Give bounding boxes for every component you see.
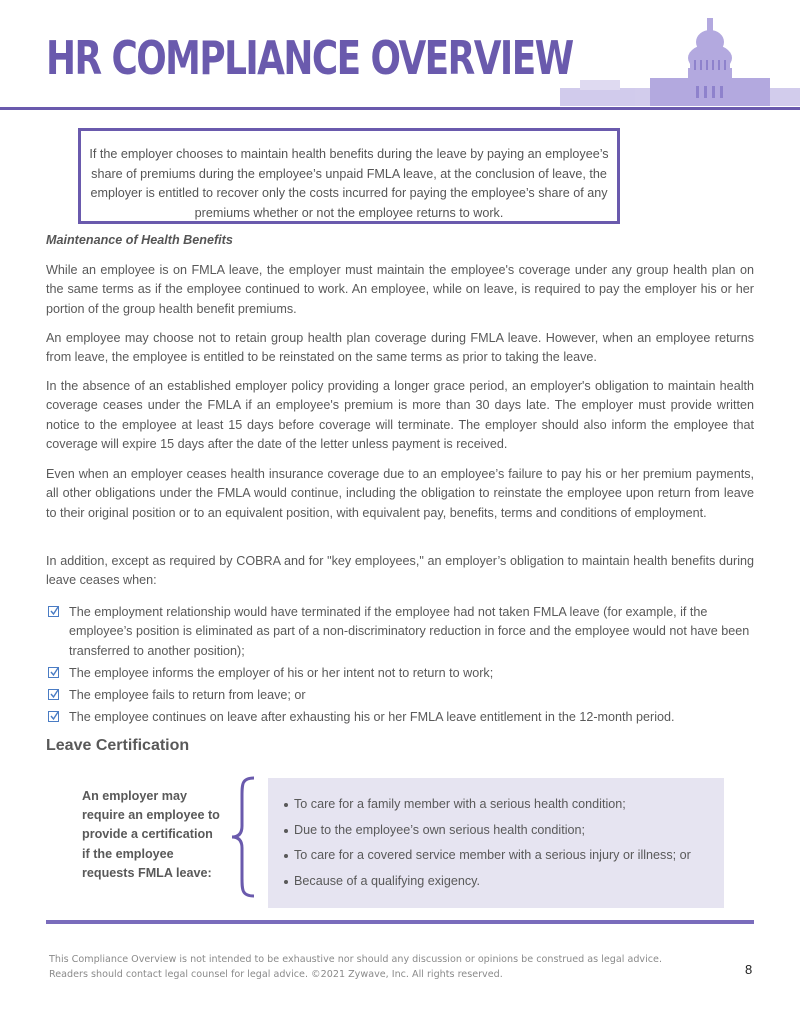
checklist-text: The employee fails to return from leave; or — [69, 688, 306, 703]
reason-item: Due to the employee’s own serious health condition; — [294, 818, 724, 844]
paragraph: In the absence of an established employer policy providing a longer grace period, an employer's obligation to maintain health coverage ceases under the FMLA if an employee's premium is more than 30 days late. The employer must provide written notice to the employee at least 15 days before coverage will terminate. The employer should also inform the employee that coverage will expire 15 days after the date of the letter unless payment is received. — [46, 379, 754, 451]
reason-item: To care for a covered service member with a serious injury or illness; or — [294, 843, 724, 869]
footer-disclaimer: This Compliance Overview is not intended to be exhaustive nor should any discussion or opinions be construed as legal advice. Readers should contact legal counsel for legal advice. ©2021 Zywave, Inc. All rights reserved. — [49, 954, 662, 980]
checklist — [46, 603, 754, 731]
footer-divider — [46, 920, 754, 924]
page-header — [0, 0, 800, 112]
header-divider — [0, 107, 800, 110]
callout-box — [78, 128, 620, 224]
paragraph: An employee may choose not to retain group health plan coverage during FMLA leave. However, when an employee returns from leave, the employee is entitled to be reinstated on the same terms as prior to taking the leave. — [46, 331, 754, 365]
maintenance-heading: Maintenance of Health Benefits — [46, 233, 233, 247]
certification-label: An employer may require an employee to provide a certification if the employee requests FMLA leave: — [82, 789, 220, 880]
checkbox-checked-icon — [48, 667, 59, 678]
curly-brace-icon — [228, 776, 258, 898]
page-number: 8 — [745, 962, 753, 977]
page-title: HR COMPLIANCE OVERVIEW — [46, 31, 573, 85]
checklist-text: The employment relationship would have terminated if the employee had not taken FMLA leave (for example, if the employee’s position is eliminated as part of a non-discriminatory reduction in force and the employee would not have been transferred to another position); — [69, 605, 750, 658]
reason-item: To care for a family member with a serious health condition; — [294, 792, 724, 818]
checklist-text: The employee informs the employer of his or her intent not to return to work; — [69, 665, 494, 680]
paragraph: While an employee is on FMLA leave, the employer must maintain the employee's coverage under any group health plan on the same terms as if the employee continued to work. An employee, while on leave, is required to pay the employer his or her portion of the group health benefit premiums. — [46, 263, 754, 316]
checkbox-checked-icon — [48, 711, 59, 722]
checklist-item — [46, 664, 754, 683]
paragraph: In addition, except as required by COBRA and for "key employees," an employer’s obligation to maintain health benefits during leave ceases when: — [46, 554, 754, 588]
certification-reasons-list — [268, 778, 724, 894]
leave-certification-heading: Leave Certification — [46, 737, 190, 754]
checkbox-checked-icon — [48, 606, 59, 617]
checklist-item — [46, 708, 754, 727]
callout-text: If the employer chooses to maintain health benefits during the leave by paying an employee’s share of premiums during the employee’s unpaid FMLA leave, at the conclusion of leave, the employer is entitled to recover only the costs incurred for paying the employee’s share of any premiums whether or not the employee returns to work. — [89, 147, 609, 220]
checklist-text: The employee continues on leave after exhausting his or her FMLA leave entitlement in the 12-month period. — [69, 710, 675, 725]
capitol-building-icon — [560, 12, 800, 108]
checkbox-checked-icon — [48, 689, 59, 700]
checklist-item — [46, 686, 754, 705]
paragraph: Even when an employer ceases health insurance coverage due to an employee’s failure to pay his or her premium payments, all other obligations under the FMLA would continue, including the obligation to reinstate the employee upon return from leave to their original position or to an equivalent position, with equivalent pay, benefits, terms and conditions of employment. — [46, 467, 754, 520]
certification-reasons-box — [268, 778, 724, 908]
reason-item: Because of a qualifying exigency. — [294, 869, 724, 895]
checklist-item — [46, 603, 754, 661]
